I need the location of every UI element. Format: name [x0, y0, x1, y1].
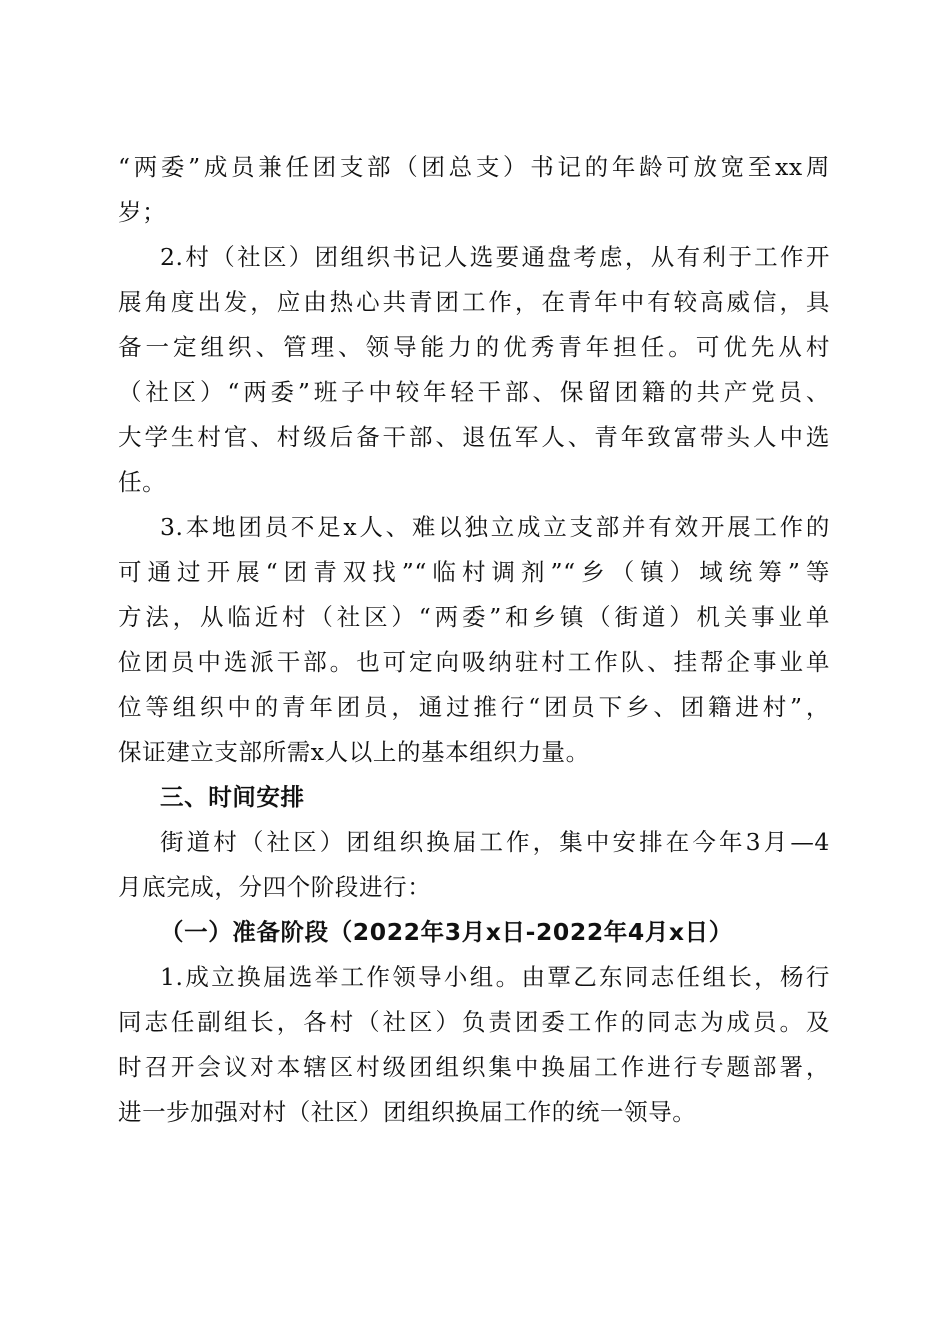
section-heading: 三、时间安排	[160, 783, 305, 811]
paragraph-line: （社区）“两委”班子中较年轻干部、保留团籍的共产党员、	[118, 378, 830, 406]
paragraph-line: 展角度出发，应由热心共青团工作，在青年中有较高威信，具	[118, 288, 830, 316]
paragraph-line: 1.成立换届选举工作领导小组。由覃乙东同志任组长，杨行	[160, 963, 830, 991]
paragraph-line: 任。	[118, 468, 167, 496]
paragraph-line: “两委”成员兼任团支部（团总支）书记的年龄可放宽至xx周	[118, 153, 830, 181]
paragraph-line: 街道村（社区）团组织换届工作，集中安排在今年3月—4	[160, 828, 830, 856]
paragraph-line: 位等组织中的青年团员，通过推行“团员下乡、团籍进村”，	[118, 693, 830, 721]
paragraph-line: 可通过开展“团青双找”“临村调剂”“乡（镇）域统筹”等	[118, 558, 830, 586]
subsection-heading: （一）准备阶段（2022年3月x日-2022年4月x日）	[160, 918, 733, 946]
paragraph-line: 2.村（社区）团组织书记人选要通盘考虑，从有利于工作开	[160, 243, 830, 271]
paragraph-line: 备一定组织、管理、领导能力的优秀青年担任。可优先从村	[118, 333, 830, 361]
paragraph-line: 进一步加强对村（社区）团组织换届工作的统一领导。	[118, 1098, 697, 1126]
paragraph-line: 大学生村官、村级后备干部、退伍军人、青年致富带头人中选	[118, 423, 830, 451]
paragraph-line: 位团员中选派干部。也可定向吸纳驻村工作队、挂帮企事业单	[118, 648, 830, 676]
paragraph-line: 时召开会议对本辖区村级团组织集中换届工作进行专题部署，	[118, 1053, 830, 1081]
paragraph-line: 月底完成，分四个阶段进行：	[118, 873, 432, 901]
paragraph-line: 3.本地团员不足x人、难以独立成立支部并有效开展工作的	[160, 513, 830, 541]
paragraph-line: 同志任副组长，各村（社区）负责团委工作的同志为成员。及	[118, 1008, 830, 1036]
paragraph-line: 岁；	[118, 198, 167, 226]
paragraph-line: 保证建立支部所需x人以上的基本组织力量。	[118, 738, 590, 766]
paragraph-line: 方法，从临近村（社区）“两委”和乡镇（街道）机关事业单	[118, 603, 830, 631]
